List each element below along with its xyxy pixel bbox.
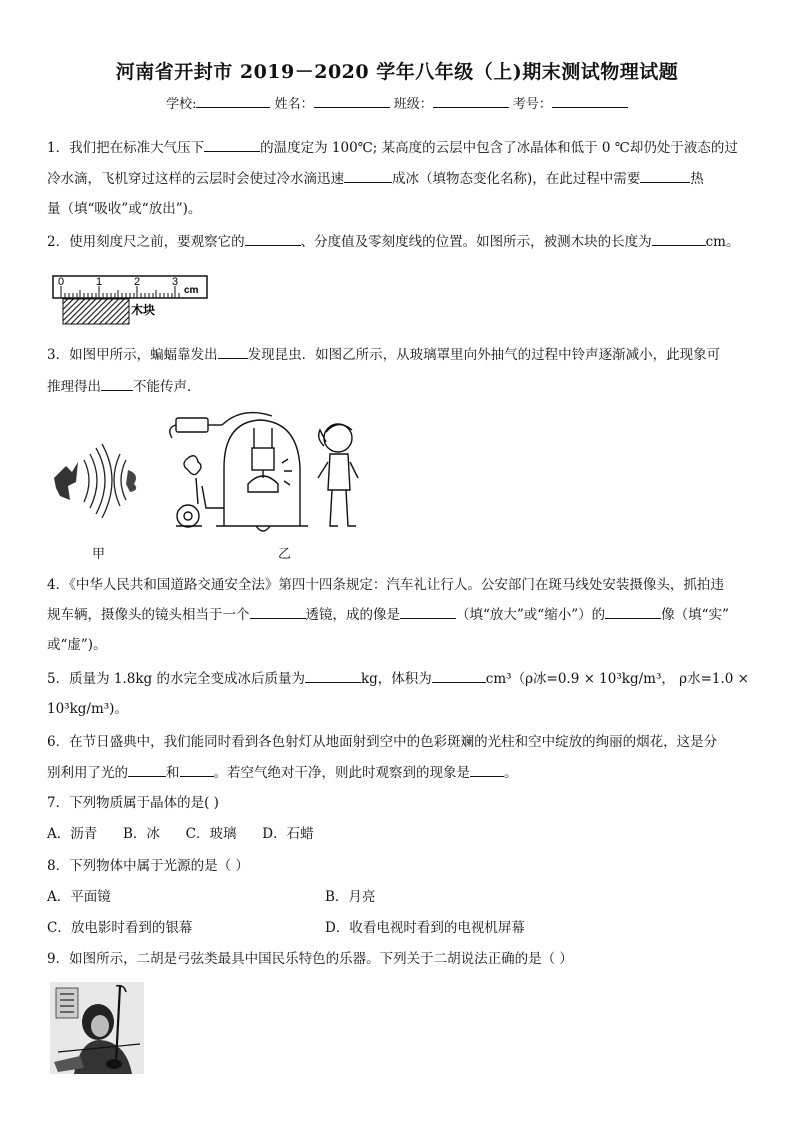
- wood-block-label: 木块: [131, 303, 156, 317]
- q6-text: 。: [504, 765, 518, 781]
- name-blank[interactable]: [314, 95, 390, 108]
- q3-blank-2[interactable]: [101, 378, 133, 391]
- q1-text: 的温度定为 100℃; 某高度的云层中包含了冰晶体和低于 0 ℃却仍处于液态的过: [260, 140, 738, 156]
- q1-blank-3[interactable]: [640, 170, 690, 183]
- listener-person-icon: [318, 424, 358, 526]
- q4-text: （填“放大”或“缩小”）的: [456, 607, 606, 623]
- q4-line-1: 4．《中华人民共和国道路交通安全法》第四十四条规定：汽车礼让行人。公安部门在斑马线处安装摄像头，抓拍违: [47, 577, 724, 593]
- q8-option-c[interactable]: C．放电影时看到的银幕: [47, 920, 193, 936]
- q4-blank-2[interactable]: [400, 606, 456, 619]
- q1-text: 成冰（填物态变化名称)，在此过程中需要: [392, 171, 641, 187]
- erhu-player-photo: [50, 982, 144, 1074]
- class-label: 班级：: [393, 97, 433, 112]
- q3-text: 推理得出: [47, 379, 101, 395]
- q6-blank-1[interactable]: [128, 764, 166, 777]
- q3-text: 3．如图甲所示，蝙蝠靠发出: [47, 347, 218, 363]
- q7-options[interactable]: A．沥青 B．冰 C．玻璃 D．石蜡: [47, 826, 314, 842]
- q1-blank-1[interactable]: [204, 139, 260, 152]
- q4-text: 像（填“实”: [661, 607, 729, 623]
- q3-blank-1[interactable]: [218, 346, 248, 359]
- q5-text: kg，体积为: [360, 671, 432, 687]
- insect-icon: [126, 470, 136, 492]
- q1-text: 1．我们把在标准大气压下: [47, 140, 205, 156]
- ruler-tick-label: 2: [134, 276, 141, 288]
- q4-text: 规车辆，摄像头的镜头相当于一个: [47, 607, 250, 623]
- q8-option-b[interactable]: B．月亮: [325, 889, 376, 905]
- q2-line-1: [47, 233, 739, 251]
- ruler-tick-label: 1: [96, 276, 103, 288]
- q4-blank-3[interactable]: [605, 606, 661, 619]
- q8-stem: 8．下列物体中属于光源的是（ ）: [47, 858, 249, 874]
- q1-line-3: 量（填“吸收”或“放出”)。: [47, 201, 202, 217]
- q5-line-1: [47, 670, 749, 688]
- q1-line-2: [47, 170, 704, 188]
- q1-text: 热: [690, 171, 704, 187]
- q8-option-d[interactable]: D．收看电视时看到的电视机屏幕: [325, 920, 525, 936]
- q1-blank-2[interactable]: [344, 170, 392, 183]
- q8-option-a[interactable]: A．平面镜: [47, 889, 111, 905]
- class-blank[interactable]: [433, 95, 509, 108]
- q1-text: 冷水滴，飞机穿过这样的云层时会使过冷水滴迅速: [47, 171, 344, 187]
- name-label: 姓名：: [274, 97, 314, 112]
- q6-line-2: [47, 764, 518, 782]
- ruler-tick-label: 0: [58, 276, 65, 288]
- q6-blank-2[interactable]: [180, 764, 214, 777]
- q2-blank-1[interactable]: [245, 233, 301, 246]
- q6-text: 别利用了光的: [47, 765, 128, 781]
- exam-title: 河南省开封市 2019－2020 学年八年级（上)期末测试物理试题: [115, 61, 679, 83]
- bat-icon: [54, 462, 78, 500]
- q3-text: 不能传声．: [133, 379, 201, 395]
- q9-stem: 9．如图所示，二胡是弓弦类最具中国民乐特色的乐器。下列关于二胡说法正确的是（ ）: [47, 951, 573, 967]
- school-blank[interactable]: [196, 95, 270, 108]
- wood-block: [63, 299, 129, 324]
- bell-jar-figure: [162, 408, 372, 536]
- student-info-line: [0, 93, 794, 112]
- q2-text: 、分度值及零刻度线的位置。如图所示，被测木块的长度为: [300, 234, 652, 250]
- q5-text: 5．质量为 1.8kg 的水完全变成冰后质量为: [47, 671, 305, 687]
- q4-text: 透镜，成的像是: [305, 607, 400, 623]
- bat-echolocation-figure: [50, 440, 145, 525]
- ruler-unit: cm: [184, 285, 199, 296]
- q1-line-1: [47, 139, 738, 157]
- q5-blank-1[interactable]: [305, 670, 361, 683]
- q6-text: 和: [166, 765, 180, 781]
- school-label: 学校:: [166, 97, 197, 112]
- q6-blank-3[interactable]: [470, 764, 504, 777]
- q6-text: 。若空气绝对干净，则此时观察到的现象是: [213, 765, 470, 781]
- figure-label-b: 乙: [278, 547, 292, 562]
- q3-line-1: [47, 346, 720, 364]
- q3-text: 发现昆虫．如图乙所示，从玻璃罩里向外抽气的过程中铃声逐渐减小，此现象可: [247, 347, 721, 363]
- number-blank[interactable]: [552, 95, 628, 108]
- q5-text: cm³（ρ冰=0.9 × 10³kg/m³， ρ水=1.0 ×: [485, 671, 749, 687]
- q4-line-2: [47, 606, 729, 624]
- ruler-figure: [47, 268, 212, 330]
- q2-text: 2．使用刻度尺之前，要观察它的: [47, 234, 245, 250]
- q4-line-3: 或“虚”)。: [47, 637, 107, 653]
- ruler-tick-label: 3: [172, 276, 179, 288]
- q4-blank-1[interactable]: [250, 606, 306, 619]
- q2-blank-2[interactable]: [652, 233, 706, 246]
- q2-text: cm。: [705, 234, 740, 250]
- q3-line-2: [47, 378, 201, 396]
- figure-label-a: 甲: [92, 547, 106, 562]
- battery-icon: [176, 418, 208, 432]
- q7-stem: 7．下列物质属于晶体的是( ): [47, 795, 219, 811]
- q6-line-1: 6．在节日盛典中，我们能同时看到各色射灯从地面射到空中的色彩斑斓的光柱和空中绽放的绚丽的烟花，这是分: [47, 734, 718, 750]
- q5-line-2: 10³kg/m³)。: [47, 701, 128, 717]
- q5-blank-2[interactable]: [432, 670, 486, 683]
- number-label: 考号：: [512, 97, 552, 112]
